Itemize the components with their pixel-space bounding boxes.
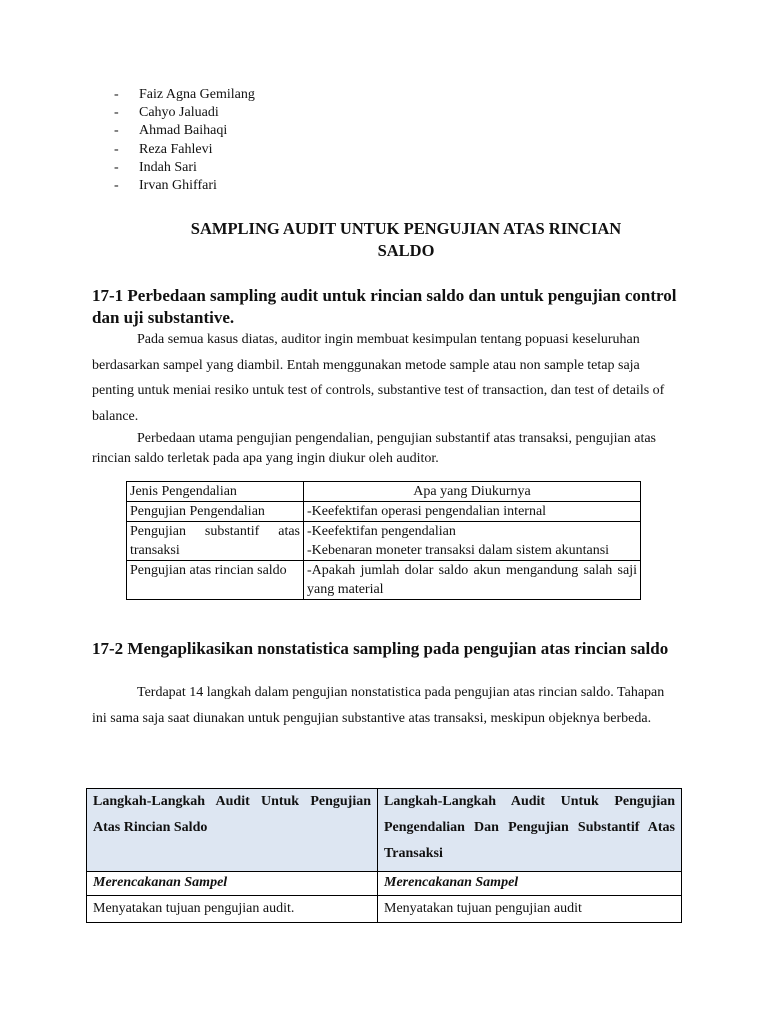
bullet-dash: -: [114, 141, 119, 157]
measurement-table: [126, 481, 641, 600]
document-title: [150, 218, 662, 262]
author-item: [114, 86, 255, 104]
table-cell: [304, 561, 641, 600]
table-subheader-cell: Merencakanan Sampel: [378, 872, 682, 896]
table-subheader-row: [87, 872, 682, 896]
document-title-line2: SALDO: [377, 241, 435, 260]
table-row: [127, 561, 641, 600]
table-cell: [304, 502, 641, 522]
table-subheader-cell: Merencakanan Sampel: [87, 872, 378, 896]
table-header-cell: Langkah-Langkah Audit Untuk Pengujian Atas Rincian Saldo: [87, 789, 378, 872]
table-header-row: [87, 789, 682, 872]
author-item: [114, 104, 255, 122]
author-item: [114, 177, 255, 195]
cell-line: -Kebenaran moneter transaksi dalam sistem akuntansi: [307, 543, 610, 558]
section-17-1-paragraph-2: [92, 429, 668, 469]
table-row: [87, 896, 682, 923]
author-name: Indah Sari: [139, 159, 197, 175]
section-17-1-paragraph-1: [92, 327, 668, 430]
table-header-cell: Langkah-Langkah Audit Untuk Pengujian Pengendalian Dan Pengujian Substantif Atas Transaksi: [378, 789, 682, 872]
bullet-dash: -: [114, 123, 119, 139]
author-item: [114, 159, 255, 177]
section-17-2-paragraph-1: [92, 680, 668, 731]
author-name: Faiz Agna Gemilang: [139, 87, 255, 102]
cell-line: -Keefektifan operasi pengendalian internal: [307, 504, 547, 519]
table-cell: Pengujian Pengendalian: [127, 502, 304, 522]
table-cell: Pengujian substantif atas transaksi: [127, 522, 304, 561]
table-cell: Pengujian atas rincian saldo: [127, 561, 304, 600]
table-row: [127, 502, 641, 522]
author-name: Reza Fahlevi: [139, 141, 213, 157]
table-header-cell: Apa yang Diukurnya: [304, 482, 641, 502]
bullet-dash: -: [114, 178, 119, 194]
bullet-dash: -: [114, 87, 119, 102]
author-name: Irvan Ghiffari: [139, 178, 217, 194]
table-cell: [304, 522, 641, 561]
bullet-dash: -: [114, 159, 119, 175]
author-item: [114, 141, 255, 159]
author-item: [114, 122, 255, 140]
section-17-1-heading: 17-1 Perbedaan sampling audit untuk rincian saldo dan untuk pengujian control dan uji substantive.: [92, 286, 677, 327]
table-header-cell: Jenis Pengendalian: [127, 482, 304, 502]
table-header-row: [127, 482, 641, 502]
author-name: Ahmad Baihaqi: [139, 123, 228, 139]
cell-line: -Keefektifan pengendalian: [307, 524, 456, 539]
bullet-dash: -: [114, 105, 119, 121]
document-title-line1: SAMPLING AUDIT UNTUK PENGUJIAN ATAS RINCIAN: [190, 219, 622, 238]
paragraph-text: Perbedaan utama pengujian pengendalian, pengujian substantif atas transaksi, pengujian atas rincian saldo terletak pada apa yang ingin diukur oleh auditor.: [92, 431, 657, 466]
paragraph-text: Terdapat 14 langkah dalam pengujian nonstatistica pada pengujian atas rincian saldo. Tahapan ini sama saja saat diunakan untuk pengujian substantive atas transaksi, meskipun objeknya berbeda.: [92, 685, 665, 726]
author-name: Cahyo Jaluadi: [139, 105, 219, 121]
audit-steps-table: [86, 788, 682, 923]
author-list: [114, 86, 255, 195]
table-cell: Menyatakan tujuan pengujian audit.: [87, 896, 378, 923]
table-row: [127, 522, 641, 561]
cell-line: -Apakah jumlah dolar saldo akun mengandung salah saji yang material: [307, 563, 637, 597]
paragraph-text: Pada semua kasus diatas, auditor ingin membuat kesimpulan tentang popuasi keseluruhan berdasarkan sampel yang diambil. Entah menggunakan metode sample atau non sample tetap saja penting untuk meniai resiko untuk test of controls, substantive test of transaction, dan test of details of balance.: [92, 332, 665, 425]
section-17-2-heading: 17-2 Mengaplikasikan nonstatistica sampling pada pengujian atas rincian saldo: [92, 639, 669, 658]
table-cell: Menyatakan tujuan pengujian audit: [378, 896, 682, 923]
